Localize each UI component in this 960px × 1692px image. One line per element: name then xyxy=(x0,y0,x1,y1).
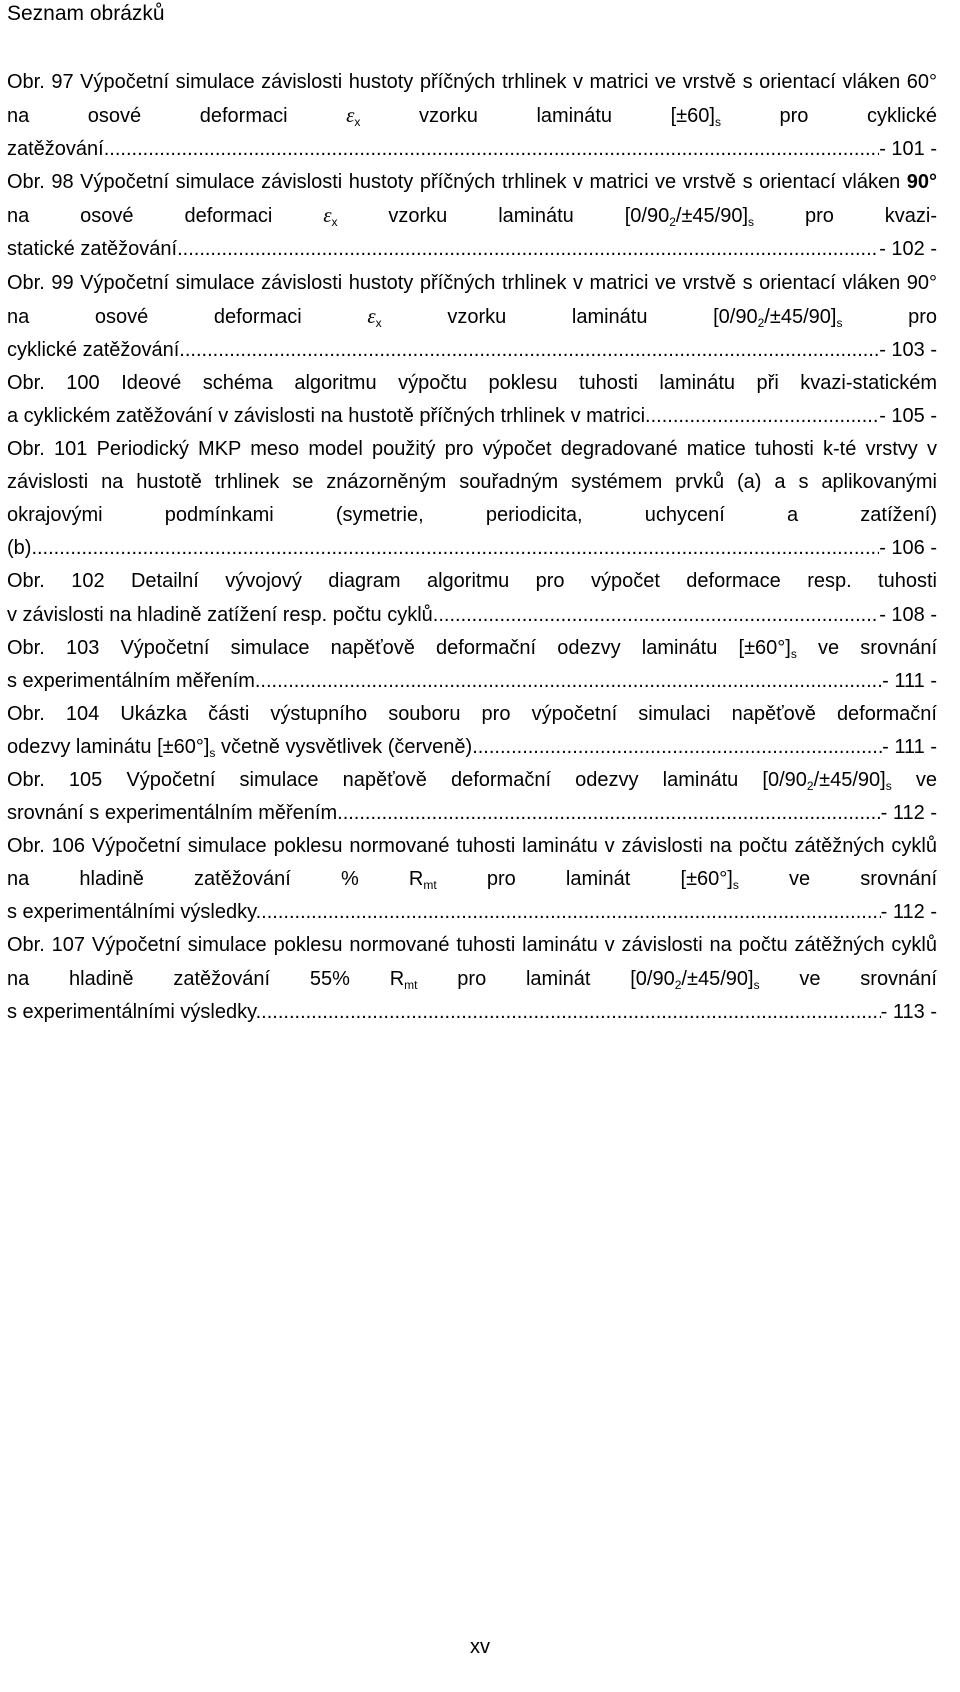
page-content xyxy=(7,0,937,1029)
leader-dots xyxy=(645,400,879,433)
toc-entry-text: Obr. 99 Výpočetní simulace závislosti hustoty příčných trhlinek v matrici ve vrstvě s orientací vláken 90° na osové deformaci $\varepsilon_x$ vzorku laminátu $[0/90_2/\pm 45/90]_s$ pro xyxy=(7,271,937,330)
toc-entry-text-end: s experimentálními výsledky. xyxy=(7,901,262,924)
toc-entry-text-end: a cyklickém zatěžování v závislosti na hustotě příčných trhlinek v matrici xyxy=(7,404,646,427)
toc-entry-last-line xyxy=(7,532,937,565)
toc-entry[interactable] xyxy=(7,632,937,698)
toc-entry-last-line xyxy=(7,233,937,266)
toc-entry-text: Obr. 100 Ideové schéma algoritmu výpočtu poklesu tuhosti laminátu při kvazi-statickém xyxy=(7,371,937,394)
toc-page-number: - 103 - xyxy=(879,338,937,361)
toc-page-number: - 113 - xyxy=(880,1000,937,1023)
toc-entry-text: Obr. 101 Periodický MKP meso model použitý pro výpočet degradované matice tuhosti k-té vrstvy v závislosti na hustotě trhlinek se znázorněným souřadným systémem prvků (a) a s aplikovanými okrajovými podmínkami (symetrie, periodicita, uchycení a zatížení) xyxy=(7,438,937,527)
toc-entry-text-end: v závislosti na hladině zatížení resp. počtu cyklů xyxy=(7,603,433,626)
toc-entry-last-line xyxy=(7,599,937,632)
toc-entry-text-end: srovnání s experimentálním měřením. xyxy=(7,802,343,825)
toc-entry-text: Obr. 107 Výpočetní simulace poklesu normované tuhosti laminátu v závislosti na počtu zátěžných cyklů na hladině zatěžování 55% $R_{mt}$ pro laminát $[0/90_2/\pm 45/90]_s$ ve srovnání xyxy=(7,934,937,992)
toc-entry-text: Obr. 102 Detailní vývojový diagram algoritmu pro výpočet deformace resp. tuhosti xyxy=(7,570,937,593)
page-title: Seznam obrázků xyxy=(7,2,165,25)
toc-entry[interactable] xyxy=(7,166,937,266)
leader-dots xyxy=(177,233,879,266)
page-number: xv xyxy=(470,1636,490,1658)
list-of-figures xyxy=(7,66,937,1029)
toc-entry-last-line xyxy=(7,996,937,1029)
toc-entry-text: Obr. 98 Výpočetní simulace závislosti hustoty příčných trhlinek v matrici ve vrstvě s orientací vláken 90° na osové deformaci $\varepsilon_x$ vzorku laminátu $[0/90_2/\pm 45/90]_s$ pro kvazi- xyxy=(7,171,937,230)
leader-dots xyxy=(37,532,879,565)
toc-entry-text-end: cyklické zatěžování xyxy=(7,338,180,361)
toc-entry-text-end: odezvy laminátu $[\pm 60^\circ]_s$ včetně vysvětlivek (červeně) xyxy=(7,735,473,760)
toc-entry-text-end: zatěžování xyxy=(7,138,104,161)
toc-entry-last-line xyxy=(7,400,937,433)
toc-entry-last-line xyxy=(7,797,937,830)
toc-entry-text: Obr. 103 Výpočetní simulace napěťově deformační odezvy laminátu $[\pm 60^\circ]_s$ ve srovnání xyxy=(7,636,938,661)
leader-dots xyxy=(433,599,879,632)
leader-dots xyxy=(260,665,882,698)
toc-entry-text: Obr. 105 Výpočetní simulace napěťově deformační odezvy laminátu $[0/90_2/\pm 45/90]_s$ ve xyxy=(7,768,937,793)
toc-entry[interactable] xyxy=(7,433,937,565)
toc-entry-text-end: statické zatěžování xyxy=(7,238,178,261)
toc-entry[interactable] xyxy=(7,565,937,631)
toc-entry-text: Obr. 97 Výpočetní simulace závislosti hustoty příčných trhlinek v matrici ve vrstvě s orientací vláken 60° na osové deformaci $\varepsilon_x$ vzorku laminátu $[\pm 60]_s$ pro cyklické xyxy=(7,71,937,130)
toc-entry-last-line xyxy=(7,334,937,367)
toc-page-number: - 102 - xyxy=(879,238,937,261)
toc-page-number: - 112 - xyxy=(880,901,937,924)
toc-entry-text-end: s experimentálními výsledky. xyxy=(7,1000,262,1023)
toc-page-number: - 108 - xyxy=(879,603,937,626)
leader-dots xyxy=(261,896,881,929)
toc-entry-last-line xyxy=(7,133,937,166)
leader-dots xyxy=(179,334,879,367)
toc-entry-last-line xyxy=(7,665,937,698)
toc-entry-last-line xyxy=(7,896,937,929)
toc-entry-text-end: s experimentálním měřením. xyxy=(7,669,261,692)
toc-entry[interactable] xyxy=(7,267,937,367)
toc-entry[interactable] xyxy=(7,66,937,166)
toc-page-number: - 111 - xyxy=(882,669,937,692)
toc-entry[interactable] xyxy=(7,764,937,830)
toc-entry-text: Obr. 104 Ukázka části výstupního souboru pro výpočetní simulaci napěťově deformační xyxy=(7,702,937,725)
toc-entry[interactable] xyxy=(7,367,937,433)
toc-entry[interactable] xyxy=(7,830,937,929)
toc-page-number: - 111 - xyxy=(882,735,937,758)
toc-entry[interactable] xyxy=(7,929,937,1028)
toc-page-number: - 101 - xyxy=(879,138,937,161)
leader-dots xyxy=(104,133,879,166)
toc-entry-last-line xyxy=(7,731,937,764)
leader-dots xyxy=(343,797,881,830)
leader-dots xyxy=(261,996,881,1029)
toc-entry-text-end: (b). xyxy=(7,537,37,560)
toc-entry-text: Obr. 106 Výpočetní simulace poklesu normované tuhosti laminátu v závislosti na počtu zátěžných cyklů na hladině zatěžování % $R_{mt}$ pro laminát $[\pm 60^\circ]_s$ ve srovnání xyxy=(7,835,937,893)
toc-page-number: - 105 - xyxy=(879,404,937,427)
toc-entry[interactable] xyxy=(7,698,937,764)
toc-page-number: - 106 - xyxy=(879,537,937,560)
toc-page-number: - 112 - xyxy=(880,802,937,825)
leader-dots xyxy=(472,731,882,764)
